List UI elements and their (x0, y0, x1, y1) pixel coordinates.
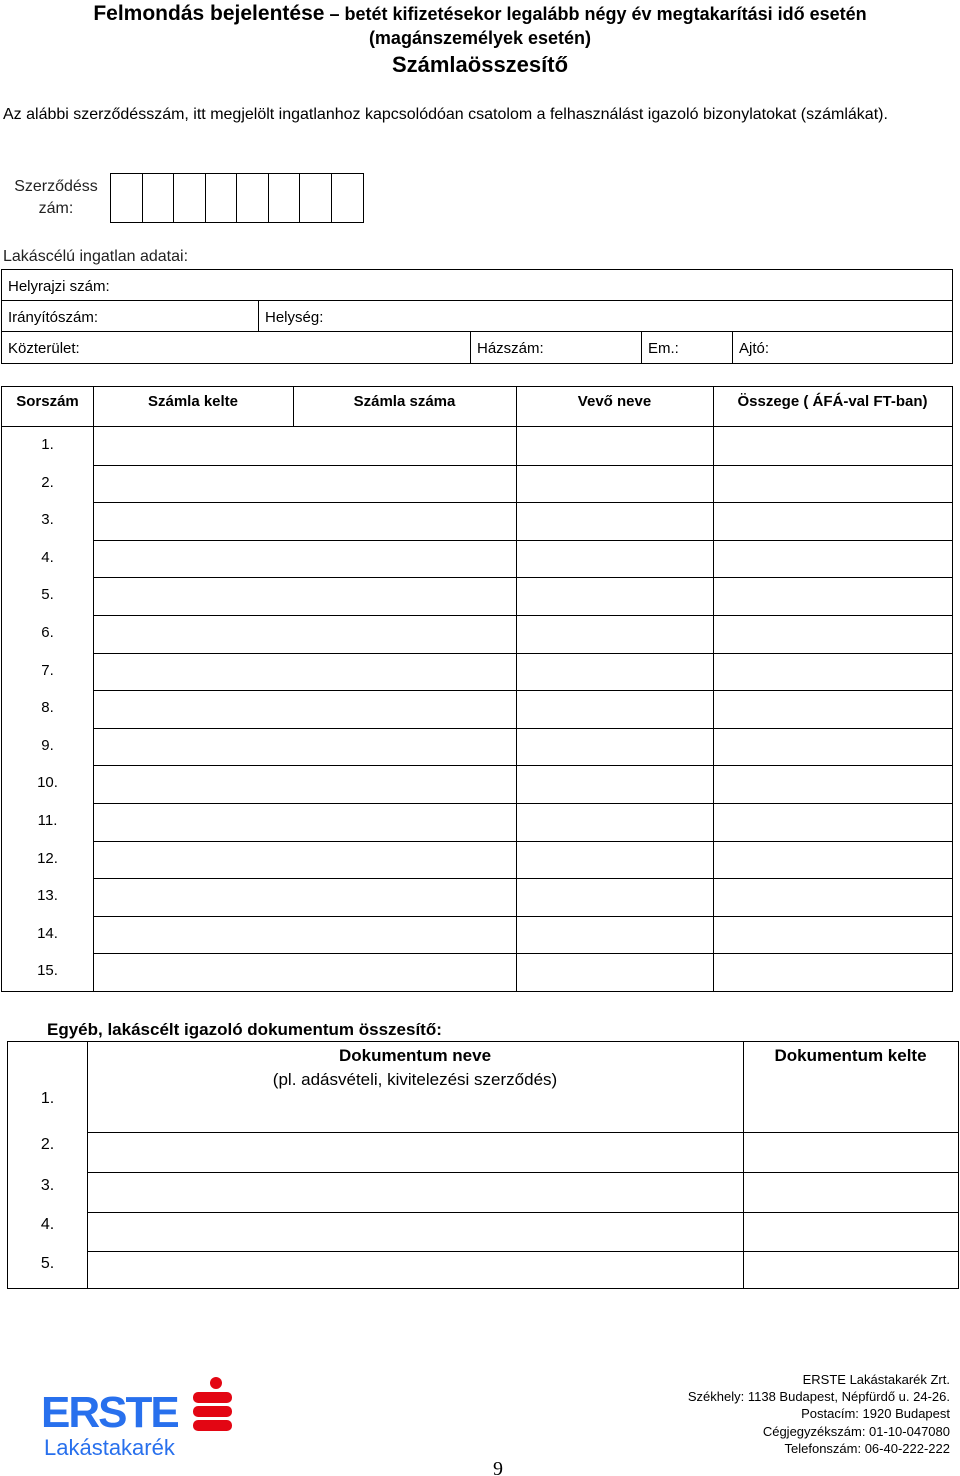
company-registry: Cégjegyzékszám: 01-10-047080 (762, 1423, 950, 1439)
col-header-doc-date: Dokumentum kelte (774, 1046, 927, 1065)
contract-digit-box[interactable] (300, 174, 332, 222)
property-section-label: Lakáscélú ingatlan adatai: (3, 248, 189, 265)
invoice-row-number: 12. (37, 849, 58, 867)
invoice-row-number: 2. (41, 473, 54, 491)
col-header-doc-name (87, 1044, 743, 1092)
contract-number-label (10, 176, 102, 220)
house-number-label: Házszám: (477, 340, 544, 357)
form-title (0, 2, 960, 26)
erste-logo-graphic (41, 1377, 236, 1459)
row-divider (93, 465, 952, 466)
row-divider (87, 1132, 958, 1133)
street-label: Közterület: (8, 340, 80, 357)
contract-digit-box[interactable] (237, 174, 269, 222)
row-divider (87, 1251, 958, 1252)
invoice-row-number: 4. (41, 548, 54, 566)
invoice-table (1, 386, 953, 992)
col-header-buyer-name: Vevő neve (577, 393, 652, 410)
form-title-main: Felmondás bejelentése (93, 2, 325, 25)
row-divider (93, 577, 952, 578)
row-divider (93, 916, 952, 917)
zip-field[interactable] (2, 301, 258, 331)
row-divider (93, 690, 952, 691)
doc-name-example: (pl. adásvételi, kivitelezési szerződés) (272, 1070, 558, 1089)
row-divider (93, 653, 952, 654)
company-address (650, 1371, 950, 1457)
col-header-amount: Összege ( ÁFÁ-val FT-ban) (737, 393, 928, 410)
other-docs-table (7, 1041, 959, 1289)
row-divider (87, 1172, 958, 1173)
row-divider (93, 765, 952, 766)
company-name: ERSTE Lakástakarék Zrt. (802, 1372, 950, 1387)
col-header-invoice-number: Számla száma (353, 393, 456, 410)
doc-row-number: 2. (40, 1136, 55, 1153)
contract-digit-box[interactable] (332, 174, 364, 222)
street-field[interactable] (2, 332, 470, 363)
row-divider (93, 878, 952, 879)
property-row-zip-city (2, 301, 952, 332)
row-divider (93, 841, 952, 842)
row-divider (93, 502, 952, 503)
contract-label-line1: Szerződéss (14, 178, 98, 195)
other-docs-title: Egyéb, lakáscélt igazoló dokumentum összesítő: (47, 1020, 442, 1039)
form-heading: Számlaösszesítő (391, 52, 569, 77)
contract-label-line2: zám: (38, 200, 74, 217)
contract-number-boxes (110, 173, 364, 223)
column-divider (93, 387, 94, 991)
doc-name-header: Dokumentum neve (338, 1046, 492, 1065)
invoice-row-number: 8. (41, 699, 54, 717)
doc-row-number: 1. (40, 1090, 55, 1107)
house-number-field[interactable] (471, 332, 641, 363)
doc-row-number: 5. (40, 1255, 55, 1272)
column-divider (713, 387, 714, 991)
page-number: 9 (493, 1458, 503, 1476)
erste-s-icon (193, 1377, 232, 1431)
invoice-row-number: 7. (41, 661, 54, 679)
floor-field[interactable] (642, 332, 732, 363)
form-title-dash: – (324, 4, 345, 24)
company-phone: Telefonszám: 06-40-222-222 (784, 1440, 950, 1456)
erste-logo (41, 1377, 236, 1459)
intro-text: Az alábbi szerződésszám, itt megjelölt ingatlanhoz kapcsolódóan csatolom a felhasználást igazoló bizonylatokat (számlákat). (3, 106, 888, 123)
form-title-rest: betét kifizetésekor legalább négy év megtakarítási idő esetén (344, 4, 867, 24)
col-header-invoice-date: Számla kelte (147, 393, 239, 410)
row-divider (93, 540, 952, 541)
door-field[interactable] (733, 332, 952, 363)
invoice-table-header (2, 387, 952, 427)
invoice-row-number: 11. (37, 812, 58, 829)
contract-digit-box[interactable] (111, 174, 143, 222)
parcel-label: Helyrajzi szám: (8, 278, 110, 295)
invoice-row-number: 1. (41, 436, 54, 453)
company-postal: Postacím: 1920 Budapest (801, 1406, 950, 1422)
contract-digit-box[interactable] (143, 174, 175, 222)
column-divider (293, 387, 294, 427)
form-subtitle: (magánszemélyek esetén) (368, 28, 592, 48)
invoice-row-number: 9. (41, 736, 54, 754)
doc-row-number: 4. (40, 1216, 55, 1233)
property-row-address (2, 332, 952, 363)
invoice-row-number: 3. (41, 511, 54, 529)
row-divider (93, 615, 952, 616)
city-label: Helység: (265, 309, 324, 326)
floor-label: Em.: (648, 340, 679, 357)
invoice-row-number: 6. (41, 624, 54, 641)
row-divider (93, 953, 952, 954)
property-row-parcel (2, 270, 952, 301)
zip-label: Irányítószám: (8, 309, 99, 326)
invoice-row-number: 13. (37, 887, 58, 905)
door-label: Ajtó: (739, 340, 770, 357)
invoice-row-number: 5. (41, 586, 54, 604)
parcel-field[interactable] (2, 270, 952, 300)
invoice-row-number: 10. (37, 774, 58, 792)
logo-subtitle: Lakástakarék (44, 1435, 175, 1459)
row-divider (93, 803, 952, 804)
company-seat: Székhely: 1138 Budapest, Népfürdő u. 24-26. (687, 1389, 950, 1405)
contract-digit-box[interactable] (269, 174, 301, 222)
row-divider (93, 728, 952, 729)
column-divider (516, 387, 517, 991)
invoice-row-number: 14. (37, 924, 58, 942)
contract-digit-box[interactable] (174, 174, 206, 222)
invoice-row-number: 15. (37, 962, 58, 980)
property-table (1, 269, 953, 364)
col-header-serial: Sorszám (16, 393, 79, 410)
contract-digit-box[interactable] (206, 174, 238, 222)
doc-row-number: 3. (40, 1177, 55, 1194)
row-divider (87, 1212, 958, 1213)
city-field[interactable] (259, 301, 952, 331)
logo-wordmark: ERSTE (41, 1388, 178, 1437)
